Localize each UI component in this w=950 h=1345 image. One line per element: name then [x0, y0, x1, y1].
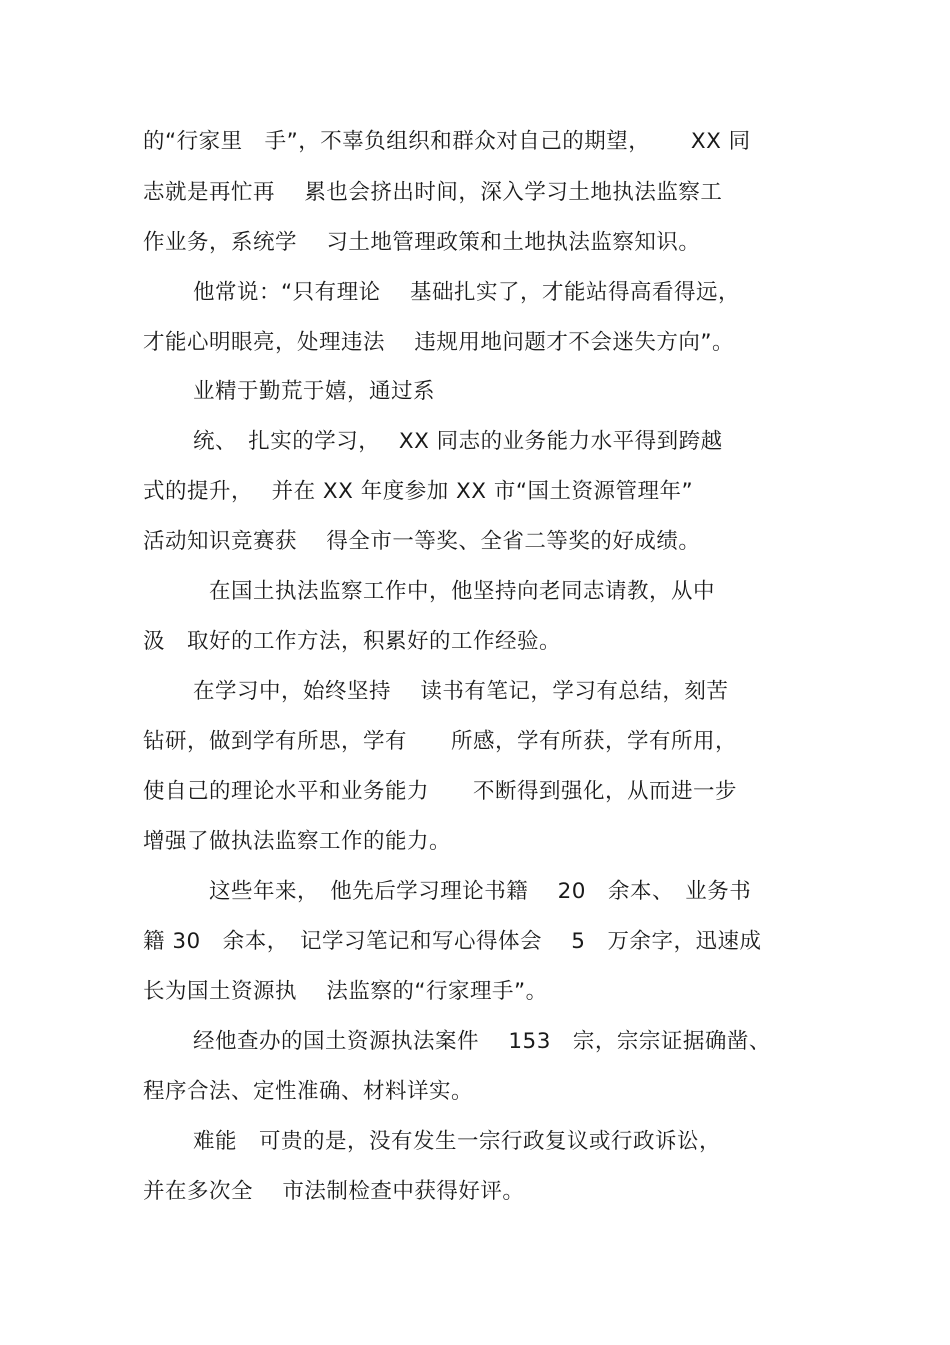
text-line-1: 的“行家里 手”，不辜负组织和群众对自己的期望， XX 同 — [143, 129, 751, 154]
text-line-2: 志就是再忙再 累也会挤出时间，深入学习土地执法监察工 — [143, 180, 723, 205]
text-line-12: 在学习中，始终坚持 读书有笔记，学习有总结，刻苦 — [193, 679, 729, 704]
text-line-6: 业精于勤荒于嬉，通过系 — [193, 379, 436, 404]
text-line-10: 在国土执法监察工作中，他坚持向老同志请教，从中 — [209, 579, 716, 604]
text-line-8: 式的提升， 并在 XX 年度参加 XX 市“国土资源管理年” — [143, 479, 694, 504]
text-line-3: 作业务，系统学 习土地管理政策和土地执法监察知识。 — [143, 230, 701, 255]
text-line-11: 汲 取好的工作方法，积累好的工作经验。 — [143, 629, 562, 654]
text-line-20: 程序合法、定性准确、材料详实。 — [143, 1079, 474, 1104]
text-line-15: 增强了做执法监察工作的能力。 — [143, 829, 452, 854]
text-line-16: 这些年来， 他先后学习理论书籍 20 余本、 业务书 — [209, 879, 752, 904]
text-line-5: 才能心明眼亮，处理违法 违规用地问题才不会迷失方向”。 — [143, 330, 734, 355]
text-line-21: 难能 可贵的是，没有发生一宗行政复议或行政诉讼， — [193, 1129, 722, 1154]
text-line-9: 活动知识竞赛获 得全市一等奖、全省二等奖的好成绩。 — [143, 529, 701, 554]
text-line-18: 长为国土资源执 法监察的“行家理手”。 — [143, 979, 548, 1004]
text-line-13: 钻研，做到学有所思，学有 所感，学有所获，学有所用， — [143, 729, 738, 754]
text-line-17: 籍 30 余本， 记学习笔记和写心得体会 5 万余字，迅速成 — [143, 929, 762, 954]
text-line-22: 并在多次全 市法制检查中获得好评。 — [143, 1179, 525, 1204]
text-line-19: 经他查办的国土资源执法案件 153 宗，宗宗证据确凿、 — [193, 1029, 771, 1054]
text-line-4: 他常说：“只有理论 基础扎实了，才能站得高看得远， — [193, 280, 740, 305]
text-line-14: 使自己的理论水平和业务能力 不断得到强化，从而进一步 — [143, 779, 738, 804]
text-line-7: 统、 扎实的学习， XX 同志的业务能力水平得到跨越 — [193, 429, 723, 454]
